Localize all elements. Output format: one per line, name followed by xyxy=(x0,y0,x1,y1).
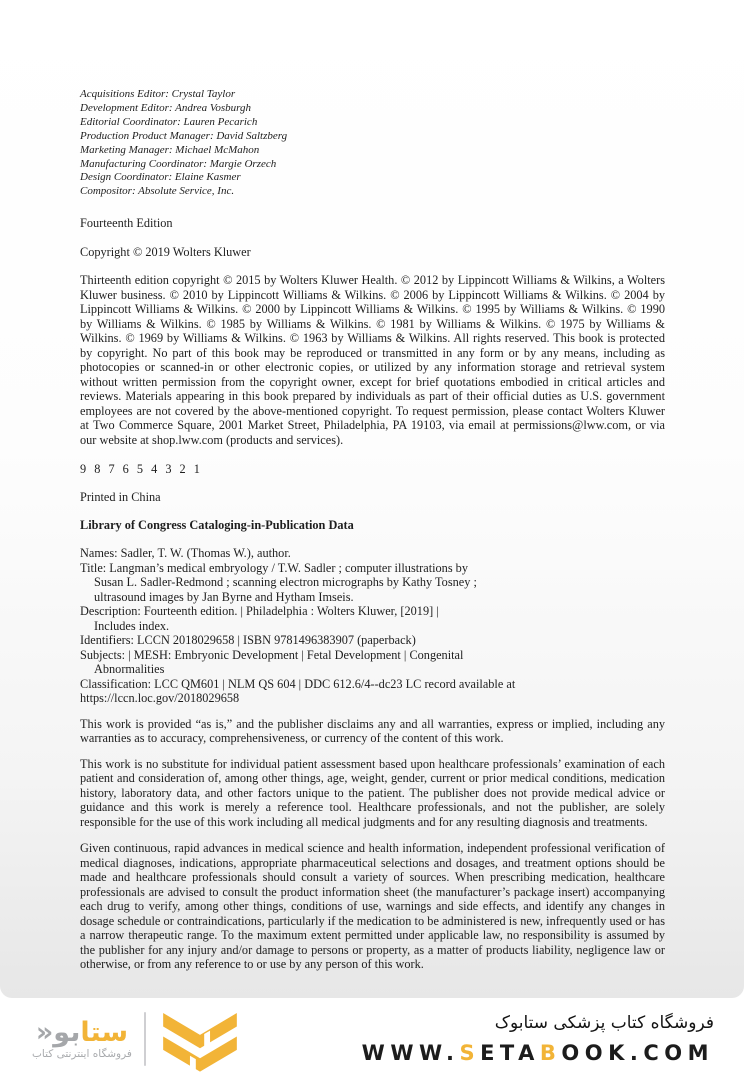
credit-line: Production Product Manager: David Saltzberg xyxy=(80,129,288,142)
url-segment: ETA xyxy=(480,1040,540,1065)
setabook-wordmark xyxy=(32,1016,132,1048)
no-substitute-disclaimer-paragraph: This work is no substitute for individual patient assessment based upon healthcare professionals’ examination of each patient and consideration of, among other things, age, weight, gender, current or prior medical conditions, medication history, laboratory data, and other factors unique to the patient. The publisher does not provide medical advice or guidance and this work is merely a reference tool. Healthcare professionals, and not the publisher, are solely responsible for the use of this work including all medical judgments and for any resulting diagnosis and treatments. xyxy=(80,756,665,829)
catalog-line-description-cont: Includes index. xyxy=(94,618,170,633)
medication-disclaimer-paragraph: Given continuous, rapid advances in medical science and health information, independent professional verification of medical diagnoses, indications, appropriate pharmaceutical selections and dosages, and treatment options should be made and healthcare professionals should consult a variety of sources. When prescribing medication, healthcare professionals are advised to consult the product information sheet (the manufacturer’s package insert) accompanying each drug to verify, among other things, conditions of use, warnings and side effects, and identify any changes in dosage schedule or contraindications, particularly if the medication to be administered is new, infrequently used or has a narrow therapeutic range. To the maximum extent permitted under applicable law, no responsibility is assumed by the publisher for any injury and/or damage to persons or property, as a matter of products liability, negligence law or otherwise, or from any reference to or use by any person of this work. xyxy=(80,841,665,972)
printed-in-line: Printed in China xyxy=(80,490,161,505)
copyright-year-line: Copyright © 2019 Wolters Kluwer xyxy=(80,245,251,260)
edition-statement: Fourteenth Edition xyxy=(80,216,173,231)
credit-line: Development Editor: Andrea Vosburgh xyxy=(80,101,251,114)
credit-line: Manufacturing Coordinator: Margie Orzech xyxy=(80,157,277,170)
url-segment: WWW. xyxy=(361,1040,460,1065)
setabook-logo xyxy=(32,1003,242,1075)
as-is-disclaimer-paragraph: This work is provided “as is,” and the publisher disclaims any and all warranties, express or implied, including any warranties as to accuracy, comprehensiveness, or currency of the content of this work. xyxy=(80,716,665,746)
store-title-farsi: فروشگاه کتاب پزشکی ستابوک xyxy=(494,1013,714,1034)
catalog-line-lccn-url: https://lccn.loc.gov/2018029658 xyxy=(80,691,240,706)
printing-number-line: 9 8 7 6 5 4 3 2 1 xyxy=(80,462,203,477)
catalog-line-names: Names: Sadler, T. W. (Thomas W.), author. xyxy=(80,546,291,561)
catalog-line-classification: Classification: LCC QM601 | NLM QS 604 | DDC 612.6/4--dc23 LC record available at xyxy=(80,676,516,691)
page-content xyxy=(80,0,665,972)
credit-line: Design Coordinator: Elaine Kasmer xyxy=(80,171,241,184)
footer-vertical-divider xyxy=(144,1012,146,1066)
logo-tagline-farsi: فروشگاه اینترنتی کتاب xyxy=(32,1047,132,1060)
loc-cataloging-heading: Library of Congress Cataloging-in-Publication Data xyxy=(80,518,354,533)
wordmark-gray-part: بو xyxy=(53,1016,81,1048)
footer-store-info xyxy=(362,1013,730,1064)
loc-cataloging-block xyxy=(80,546,665,706)
credit-line: Editorial Coordinator: Lauren Pecarich xyxy=(80,115,258,128)
credit-line: Acquisitions Editor: Crystal Taylor xyxy=(80,88,236,100)
store-website-url xyxy=(362,1041,714,1065)
setabook-wordmark-block xyxy=(32,1016,132,1060)
credit-line: Marketing Manager: Michael McMahon xyxy=(80,143,260,156)
catalog-line-subjects-cont: Abnormalities xyxy=(94,662,165,677)
catalog-line-title-cont: ultrasound images by Jan Byrne and Hytham Imseis. xyxy=(94,589,354,604)
catalog-line-subjects: Subjects: | MESH: Embryonic Development | Fetal Development | Congenital xyxy=(80,647,464,662)
credit-line: Compositor: Absolute Service, Inc. xyxy=(80,185,235,198)
double-chevron-icon: « xyxy=(35,1016,54,1048)
url-segment-highlight: B xyxy=(539,1040,562,1065)
wordmark-yellow-part: ستا xyxy=(80,1016,129,1048)
catalog-line-title-cont: Susan L. Sadler-Redmond ; scanning electron micrographs by Kathy Tosney ; xyxy=(94,575,477,590)
catalog-line-identifiers: Identifiers: LCCN 2018029658 | ISBN 9781496383907 (paperback) xyxy=(80,633,416,648)
url-segment: OOK.COM xyxy=(561,1040,714,1065)
copyright-notice-paragraph: Thirteenth edition copyright © 2015 by Wolters Kluwer Health. © 2012 by Lippincott Williams & Wilkins, a Wolters Kluwer business. © 2010 by Lippincott Williams & Wilkins. © 2006 by Lippincott Williams & Wilkins. © 2004 by Lippincott Williams & Wilkins. © 2000 by Lippincott Williams & Wilkins. © 1995 by Williams & Wilkins. © 1990 by Williams & Wilkins. © 1985 by Williams & Wilkins. © 1981 by Williams & Wilkins. © 1975 by Williams & Wilkins. © 1969 by Williams & Wilkins. © 1963 by Williams & Wilkins. All rights reserved. This book is protected by copyright. No part of this book may be reproduced or transmitted in any form or by any means, including as photocopies or scanned-in or other electronic copies, or utilized by any information storage and retrieval system without written permission from the copyright owner, except for brief quotations embodied in critical articles and reviews. Materials appearing in this book prepared by individuals as part of their official duties as U.S. government employees are not covered by the above-mentioned copyright. To request permission, please contact Wolters Kluwer at Two Commerce Square, 2001 Market Street, Philadelphia, PA 19103, via email at permissions@lww.com, or via our website at shop.lww.com (products and services). xyxy=(80,273,665,447)
setabook-chevron-emblem-icon xyxy=(158,1003,242,1075)
staff-credits-block xyxy=(80,88,665,199)
url-segment-highlight: S xyxy=(459,1040,481,1065)
setabook-footer-banner xyxy=(0,998,744,1080)
catalog-line-description: Description: Fourteenth edition. | Philadelphia : Wolters Kluwer, [2019] | xyxy=(80,604,439,619)
catalog-line-title: Title: Langman’s medical embryology / T.W. Sadler ; computer illustrations by xyxy=(80,560,468,575)
